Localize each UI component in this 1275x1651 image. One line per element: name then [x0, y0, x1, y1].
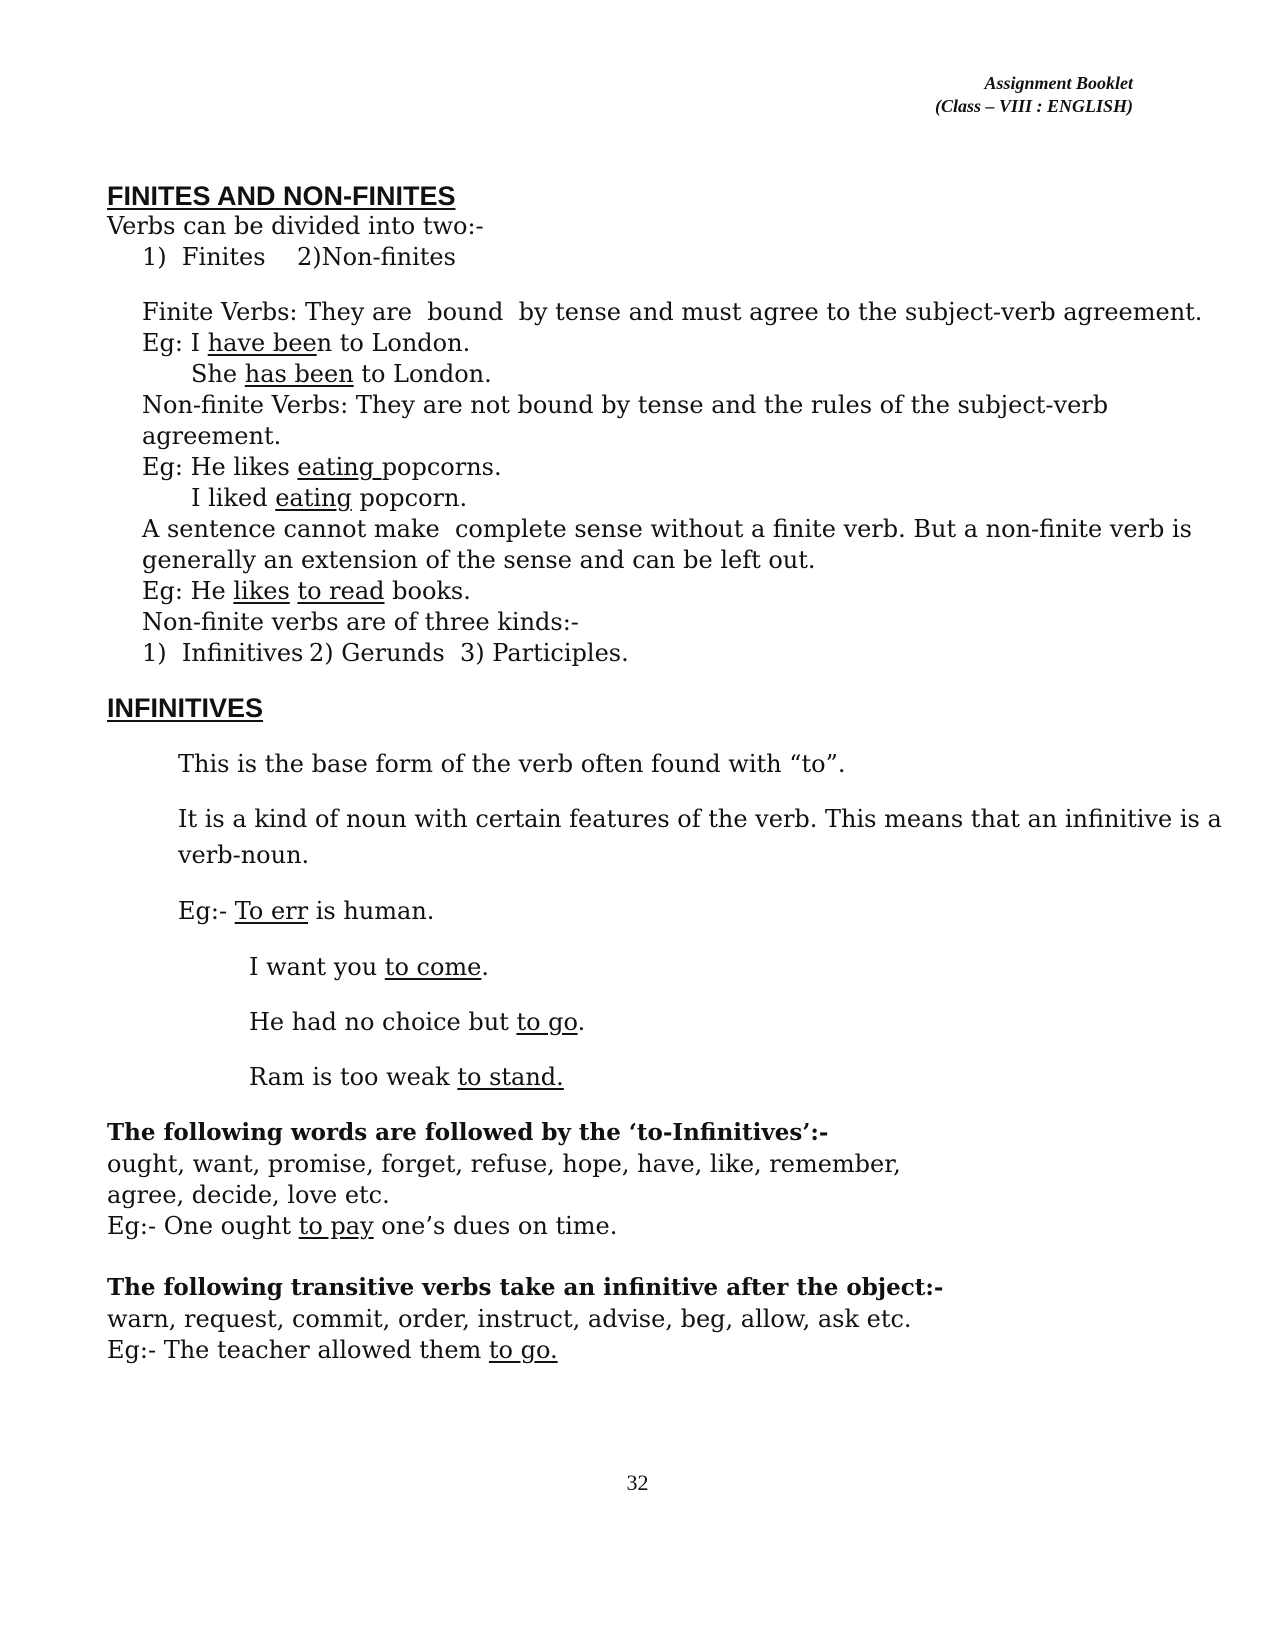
- transitive-verbs-heading: The following transitive verbs take an infinitive after the object:-: [107, 1274, 944, 1301]
- kind-participles: 3) Participles.: [460, 639, 629, 667]
- example-line: Eg:- The teacher allowed them to go.: [107, 1336, 558, 1364]
- list-item-finites: 1) Finites: [142, 243, 266, 271]
- page-number: 32: [626, 1470, 649, 1495]
- header-subtitle: (Class – VIII : ENGLISH): [934, 96, 1133, 116]
- section-heading-infinitives: INFINITIVES: [107, 693, 264, 723]
- infinitive-description-cont: verb-noun.: [178, 841, 310, 869]
- finite-definition: Finite Verbs: They are bound by tense and must agree to the subject-verb agreement.: [142, 298, 1203, 326]
- example-line: I liked eating popcorn.: [191, 484, 468, 512]
- example-line: I want you to come.: [249, 953, 490, 981]
- example-line: Ram is too weak to stand.: [249, 1063, 564, 1091]
- list-item-nonfinites: 2)Non-finites: [297, 243, 456, 271]
- header-title: Assignment Booklet: [984, 73, 1133, 93]
- kind-infinitives: 1) Infinitives: [142, 639, 304, 667]
- word-list: warn, request, commit, order, instruct, advise, beg, allow, ask etc.: [107, 1305, 912, 1333]
- example-line: He had no choice but to go.: [249, 1008, 586, 1036]
- example-line: She has been to London.: [191, 360, 492, 388]
- nonfinite-definition-cont: agreement.: [142, 422, 282, 450]
- explanation-text-cont: generally an extension of the sense and can be left out.: [142, 546, 816, 574]
- example-line: Eg: He likes eating popcorns.: [142, 453, 502, 481]
- section-heading-finites: FINITES AND NON-FINITES: [107, 181, 456, 211]
- intro-text: Verbs can be divided into two:-: [107, 212, 484, 240]
- to-infinitive-heading: The following words are followed by the ‘to-Infinitives’:-: [107, 1119, 829, 1146]
- infinitive-description: It is a kind of noun with certain features of the verb. This means that an infinitive is a: [178, 805, 1222, 833]
- infinitive-definition: This is the base form of the verb often found with “to”.: [178, 750, 846, 778]
- explanation-text: A sentence cannot make complete sense without a finite verb. But a non-finite verb is: [142, 515, 1192, 543]
- example-line: Eg:- One ought to pay one’s dues on time.: [107, 1212, 618, 1240]
- kind-gerunds: 2) Gerunds: [309, 639, 445, 667]
- word-list-cont: agree, decide, love etc.: [107, 1181, 390, 1209]
- nonfinite-definition: Non-finite Verbs: They are not bound by tense and the rules of the subject-verb: [142, 391, 1109, 419]
- kinds-intro: Non-finite verbs are of three kinds:-: [142, 608, 579, 636]
- word-list: ought, want, promise, forget, refuse, hope, have, like, remember,: [107, 1150, 901, 1178]
- example-line: Eg: I have been to London.: [142, 329, 471, 357]
- example-line: Eg: He likes to read books.: [142, 577, 471, 605]
- example-line: Eg:- To err is human.: [178, 897, 435, 925]
